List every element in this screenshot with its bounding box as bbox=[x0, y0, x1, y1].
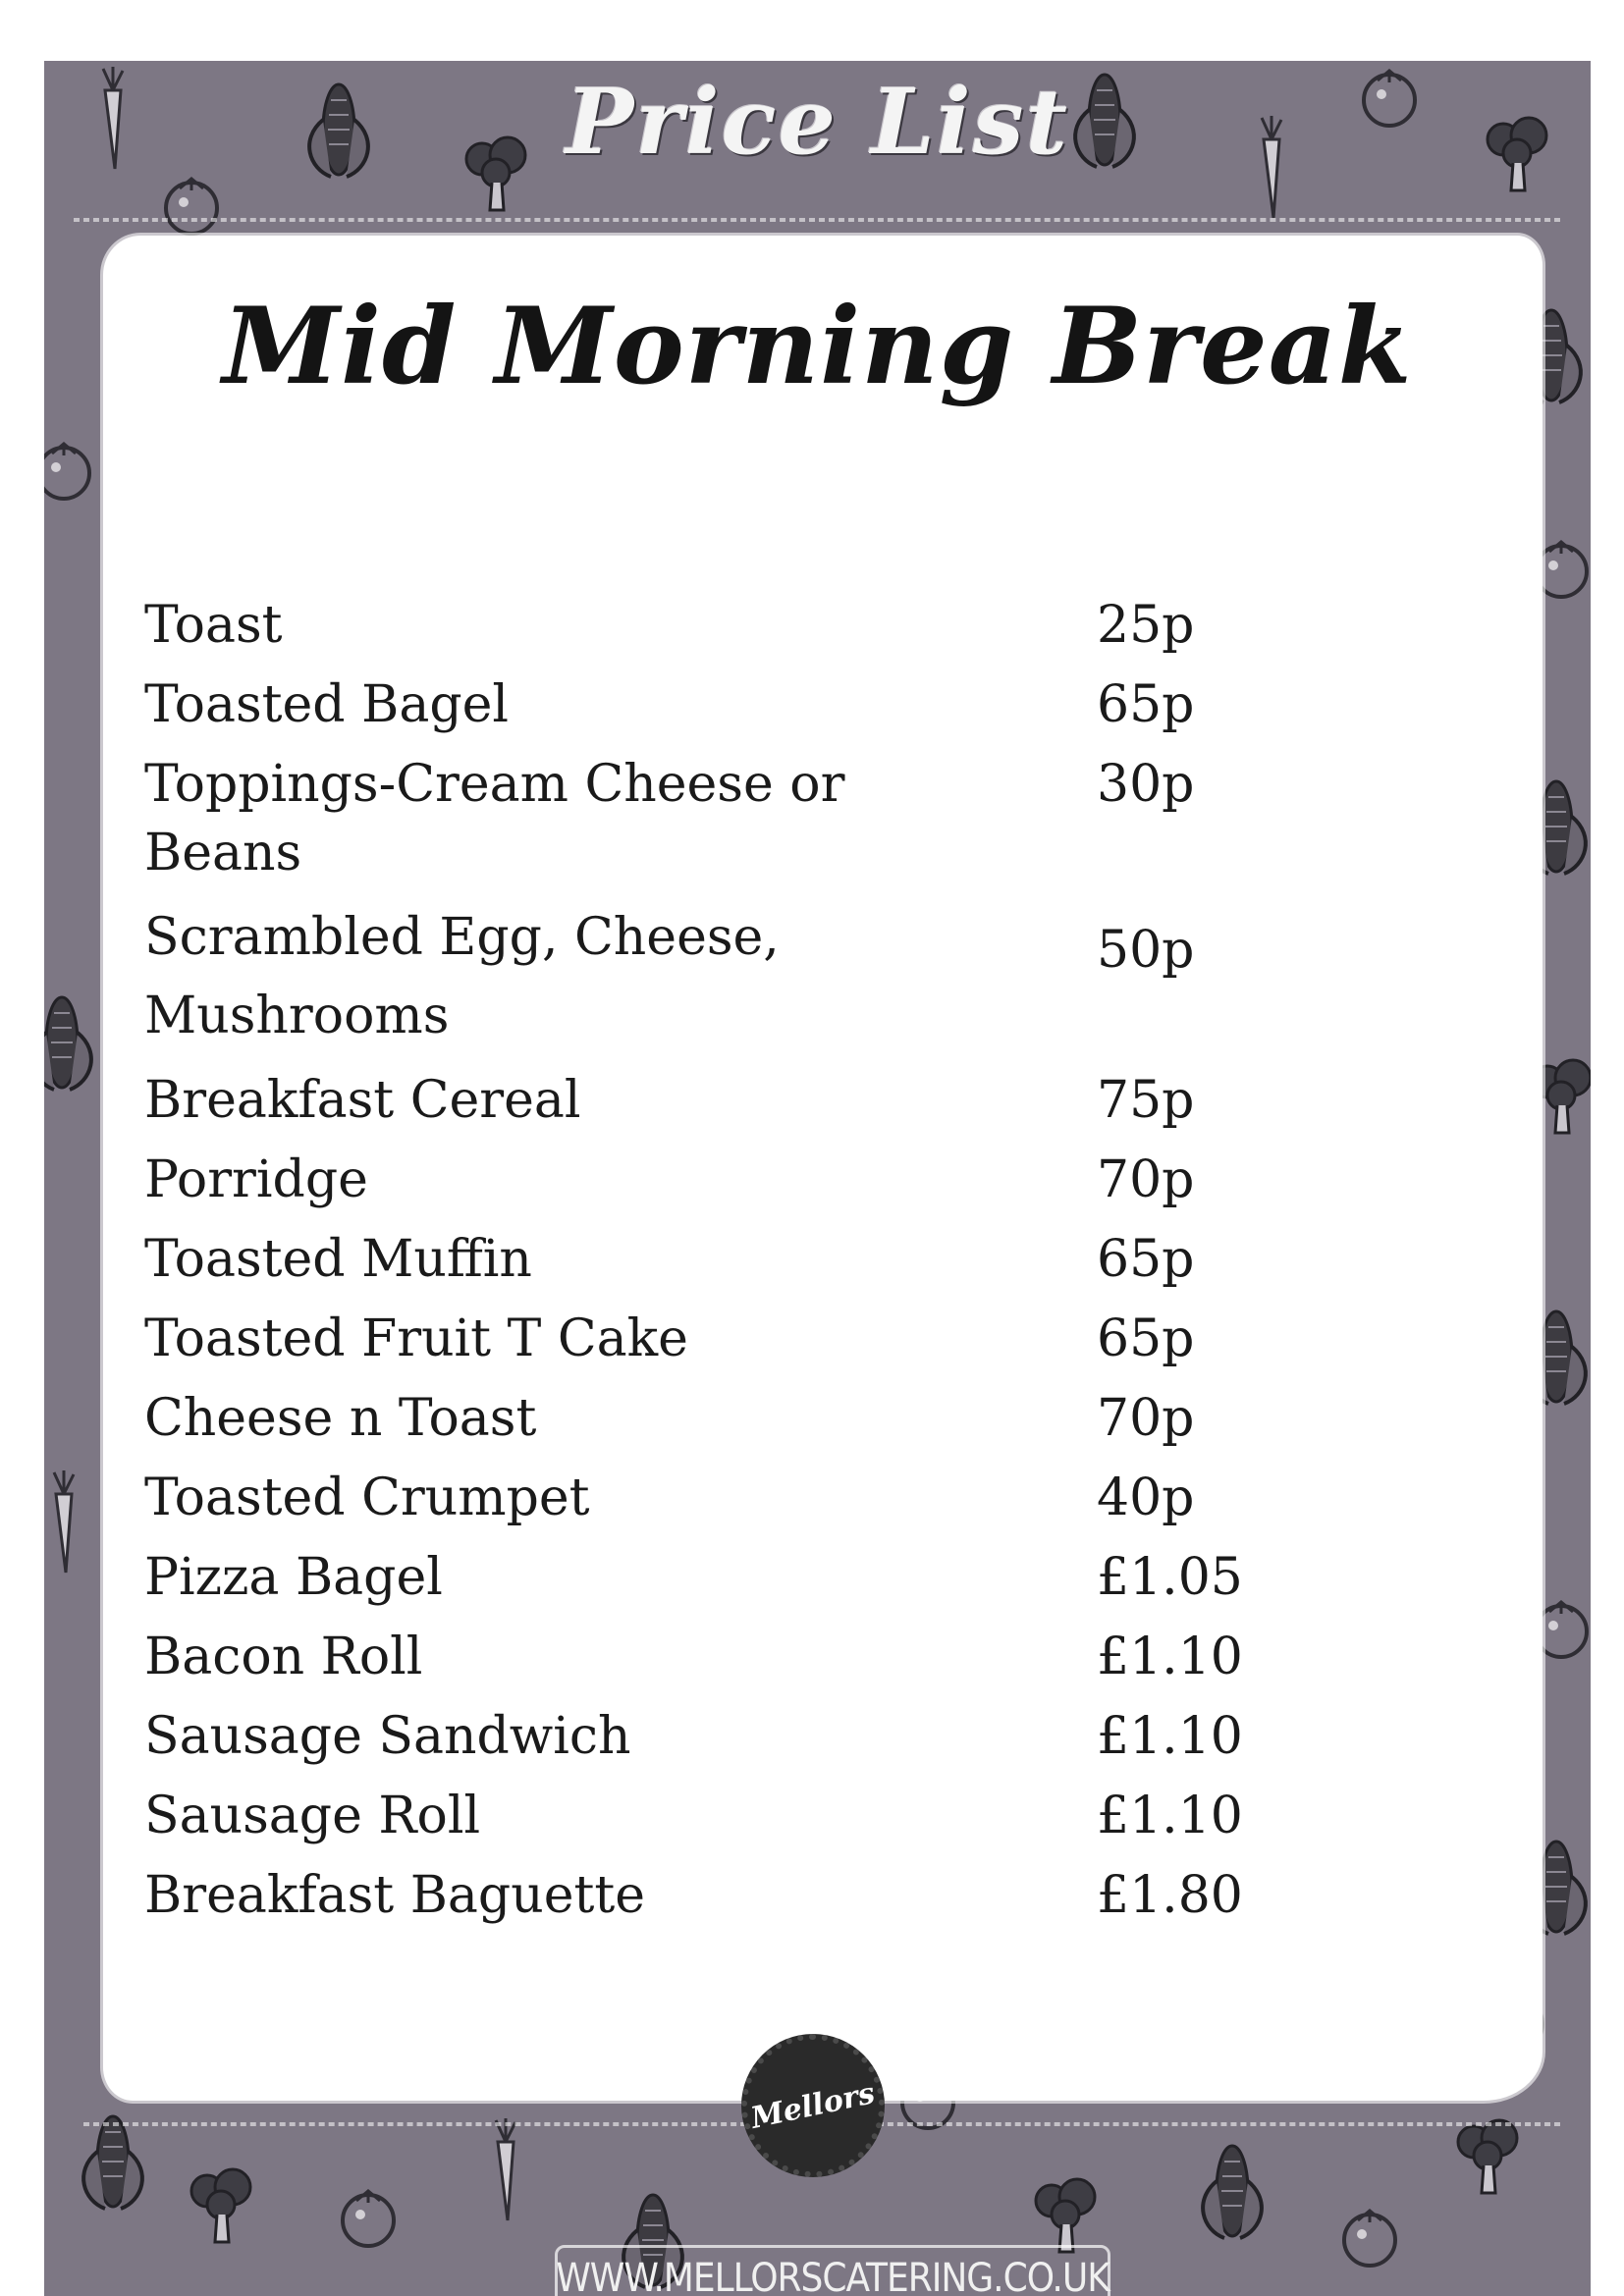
item-name: Breakfast Baguette bbox=[144, 1866, 646, 1925]
item-name: Pizza Bagel bbox=[144, 1548, 443, 1607]
item-price: 25p bbox=[1097, 596, 1195, 655]
list-item bbox=[144, 750, 1323, 887]
item-price: 70p bbox=[1097, 1389, 1195, 1448]
item-price: 40p bbox=[1097, 1468, 1195, 1527]
item-name: Bacon Roll bbox=[144, 1628, 423, 1686]
price-list-banner: Price List bbox=[565, 69, 1070, 175]
list-item bbox=[144, 1066, 1323, 1135]
list-item bbox=[144, 898, 1323, 1055]
item-name: Breakfast Cereal bbox=[144, 1071, 581, 1130]
item-name: Toppings-Cream Cheese or Beans bbox=[144, 755, 845, 882]
list-item bbox=[144, 1543, 1323, 1612]
list-item bbox=[144, 1225, 1323, 1294]
item-name: Scrambled Egg, Cheese, Mushrooms bbox=[144, 908, 780, 1045]
logo-text: Mellors bbox=[747, 2075, 879, 2136]
item-price: 65p bbox=[1097, 1309, 1195, 1368]
item-name: Toasted Fruit T Cake bbox=[144, 1309, 688, 1368]
list-item bbox=[144, 1702, 1323, 1771]
item-price: £1.80 bbox=[1097, 1866, 1243, 1925]
item-name: Toasted Bagel bbox=[144, 675, 510, 734]
list-item bbox=[144, 1384, 1323, 1453]
item-name: Porridge bbox=[144, 1150, 368, 1209]
list-item bbox=[144, 1782, 1323, 1850]
item-price: 75p bbox=[1097, 1071, 1195, 1130]
item-name: Sausage Sandwich bbox=[144, 1707, 631, 1766]
list-item bbox=[144, 1464, 1323, 1532]
list-item bbox=[144, 1305, 1323, 1373]
item-name: Toasted Muffin bbox=[144, 1230, 532, 1289]
item-price: 70p bbox=[1097, 1150, 1195, 1209]
item-price: £1.10 bbox=[1097, 1787, 1243, 1845]
price-list bbox=[144, 591, 1323, 1941]
item-name: Toasted Crumpet bbox=[144, 1468, 590, 1527]
item-name: Toast bbox=[144, 596, 283, 655]
item-price: 65p bbox=[1097, 675, 1195, 734]
mellors-logo bbox=[741, 2034, 885, 2177]
item-name: Cheese n Toast bbox=[144, 1389, 537, 1448]
menu-sheet bbox=[44, 61, 1591, 2296]
item-price: £1.10 bbox=[1097, 1628, 1243, 1686]
item-price: £1.05 bbox=[1097, 1548, 1243, 1607]
list-item bbox=[144, 1146, 1323, 1214]
item-price: £1.10 bbox=[1097, 1707, 1243, 1766]
list-item bbox=[144, 1861, 1323, 1930]
item-name: Sausage Roll bbox=[144, 1787, 481, 1845]
list-item bbox=[144, 591, 1323, 660]
list-item bbox=[144, 1623, 1323, 1691]
item-price: 50p bbox=[1097, 921, 1195, 980]
item-price: 65p bbox=[1097, 1230, 1195, 1289]
page-title: Mid Morning Break bbox=[222, 285, 1413, 408]
website-url[interactable]: WWW.MELLORSCATERING.CO.UK bbox=[555, 2245, 1110, 2296]
list-item bbox=[144, 670, 1323, 739]
item-price: 30p bbox=[1097, 755, 1195, 814]
